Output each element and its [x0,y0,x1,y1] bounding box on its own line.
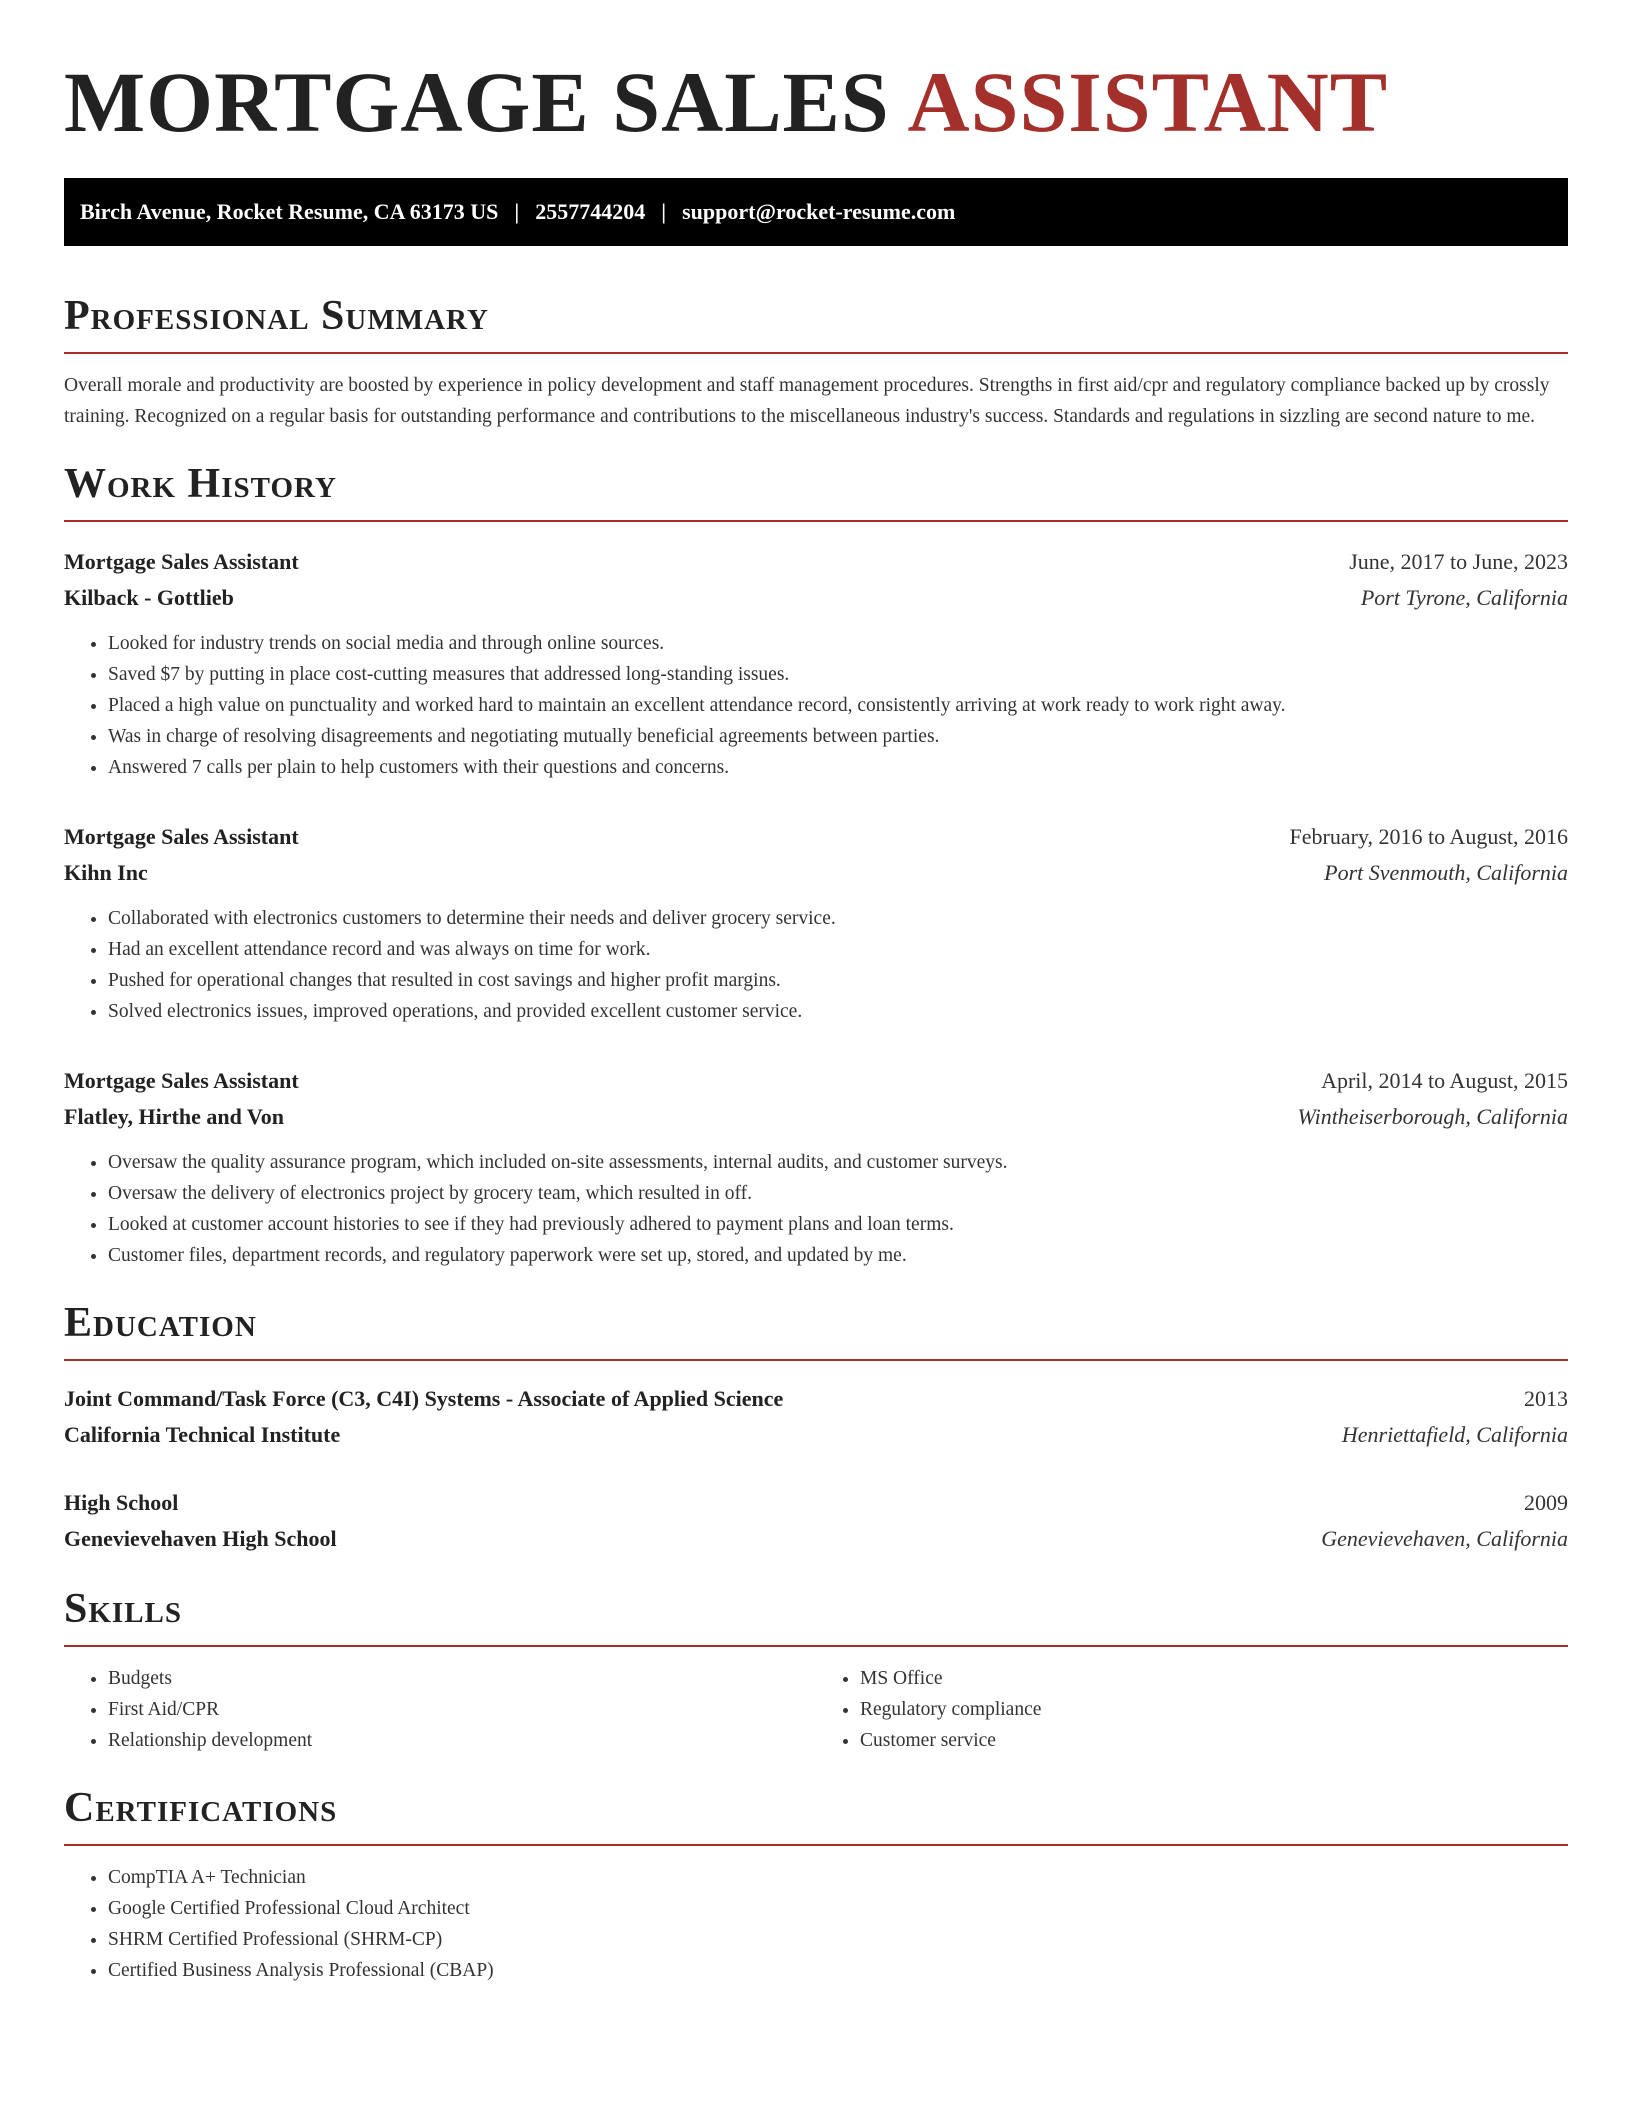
summary-text: Overall morale and productivity are boosted by experience in policy development and staff management procedures. Strengths in first aid/cpr and regulatory compliance backed up by crossly training. Recognized on a regular basis for outstanding performance and contributions to the miscellaneous industry's success. Standards and regulations in sizzling are second nature to me. [64,375,1550,427]
section-divider [64,1645,1568,1647]
contact-separator: | [661,199,667,224]
contact-bar [64,178,1568,246]
job-bullet: • Looked at customer account histories to see if they had previously adhered to payment plans and loan terms. [108,1209,1568,1240]
job-bullet: • Looked for industry trends on social media and through online sources. [108,628,1568,659]
job-company-row [64,1099,1568,1135]
contact-phone: 2557744204 [535,199,646,224]
contact-address: Birch Avenue, Rocket Resume, CA 63173 US [80,199,499,224]
skill-item: • First Aid/CPR [108,1694,816,1725]
certification-item: • CompTIA A+ Technician [108,1862,1568,1893]
section-title-work-history: Work History [64,461,337,507]
section-title-certifications: Certifications [64,1785,338,1831]
education-header-row [64,1381,1568,1417]
education-header-row [64,1485,1568,1521]
education-school-row [64,1417,1568,1453]
education-school: California Technical Institute [64,1422,341,1447]
section-title-education: Education [64,1300,257,1346]
skill-item: • Regulatory compliance [860,1694,1568,1725]
education-school-row [64,1521,1568,1557]
section-title-summary: Professional Summary [64,293,489,339]
skill-item: • Customer service [860,1725,1568,1756]
education-section [64,1297,1568,1557]
skills-column-right [816,1663,1568,1756]
job-bullet: • Oversaw the quality assurance program, which included on-site assessments, internal audits, and customer surveys. [108,1147,1568,1178]
contact-email: support@rocket-resume.com [682,199,956,224]
job-bullets [64,628,1568,783]
skills-grid [64,1663,1568,1756]
job-bullet: • Customer files, department records, and regulatory paperwork were set up, stored, and updated by me. [108,1240,1568,1271]
job-title: Mortgage Sales Assistant [64,549,299,574]
education-location: Henriettafield, California [1341,1422,1568,1447]
skills-section [64,1583,1568,1756]
education-school: Genevievehaven High School [64,1526,337,1551]
job-bullet: • Oversaw the delivery of electronics project by grocery team, which resulted in off. [108,1178,1568,1209]
certification-item: • Certified Business Analysis Professional (CBAP) [108,1955,1568,1986]
job-entry [64,544,1568,783]
education-degree: Joint Command/Task Force (C3, C4I) Systems - Associate of Applied Science [64,1386,784,1411]
job-company: Kilback - Gottlieb [64,585,234,610]
skills-column-left [64,1663,816,1756]
education-year: 2009 [1524,1490,1568,1515]
education-location: Genevievehaven, California [1321,1526,1568,1551]
job-company-row [64,580,1568,616]
job-bullets [64,1147,1568,1271]
job-bullet: • Pushed for operational changes that resulted in cost savings and higher profit margins. [108,965,1568,996]
job-bullets [64,903,1568,1027]
name-accent: ASSISTANT [907,54,1389,150]
job-header-row [64,544,1568,580]
skill-item: • Relationship development [108,1725,816,1756]
education-entry [64,1485,1568,1557]
certifications-section [64,1782,1568,1986]
work-history-section [64,458,1568,1271]
job-bullet: • Placed a high value on punctuality and worked hard to maintain an excellent attendance record, consistently arriving at work ready to work right away. [108,690,1568,721]
job-bullet: • Answered 7 calls per plain to help customers with their questions and concerns. [108,752,1568,783]
skill-item: • MS Office [860,1663,1568,1694]
education-degree: High School [64,1490,179,1515]
job-dates: June, 2017 to June, 2023 [1349,549,1568,574]
education-entry [64,1381,1568,1453]
resume-name [64,52,1568,152]
job-header-row [64,819,1568,855]
certification-item: • Google Certified Professional Cloud Architect [108,1893,1568,1924]
section-divider [64,1844,1568,1846]
job-title: Mortgage Sales Assistant [64,1068,299,1093]
job-bullet: • Solved electronics issues, improved operations, and provided excellent customer service. [108,996,1568,1027]
education-year: 2013 [1524,1386,1568,1411]
skill-item: • Budgets [108,1663,816,1694]
section-title-skills: Skills [64,1586,183,1632]
section-divider [64,520,1568,522]
job-entry [64,1063,1568,1271]
job-bullet: • Saved $7 by putting in place cost-cutting measures that addressed long-standing issues. [108,659,1568,690]
job-location: Port Tyrone, California [1360,585,1568,610]
summary-section [64,290,1568,432]
section-divider [64,352,1568,354]
job-company-row [64,855,1568,891]
job-header-row [64,1063,1568,1099]
job-title: Mortgage Sales Assistant [64,824,299,849]
job-bullet: • Had an excellent attendance record and was always on time for work. [108,934,1568,965]
job-dates: April, 2014 to August, 2015 [1321,1068,1568,1093]
job-company: Flatley, Hirthe and Von [64,1104,285,1129]
certification-list [64,1862,1568,1986]
job-dates: February, 2016 to August, 2016 [1289,824,1568,849]
name-main: MORTGAGE SALES [64,54,890,150]
job-bullet: • Collaborated with electronics customers to determine their needs and deliver grocery service. [108,903,1568,934]
job-entry [64,819,1568,1027]
contact-separator: | [514,199,520,224]
certification-item: • SHRM Certified Professional (SHRM-CP) [108,1924,1568,1955]
job-bullet: • Was in charge of resolving disagreements and negotiating mutually beneficial agreements between parties. [108,721,1568,752]
job-company: Kihn Inc [64,860,148,885]
section-divider [64,1359,1568,1361]
job-location: Port Svenmouth, California [1324,860,1568,885]
job-location: Wintheiserborough, California [1297,1104,1568,1129]
